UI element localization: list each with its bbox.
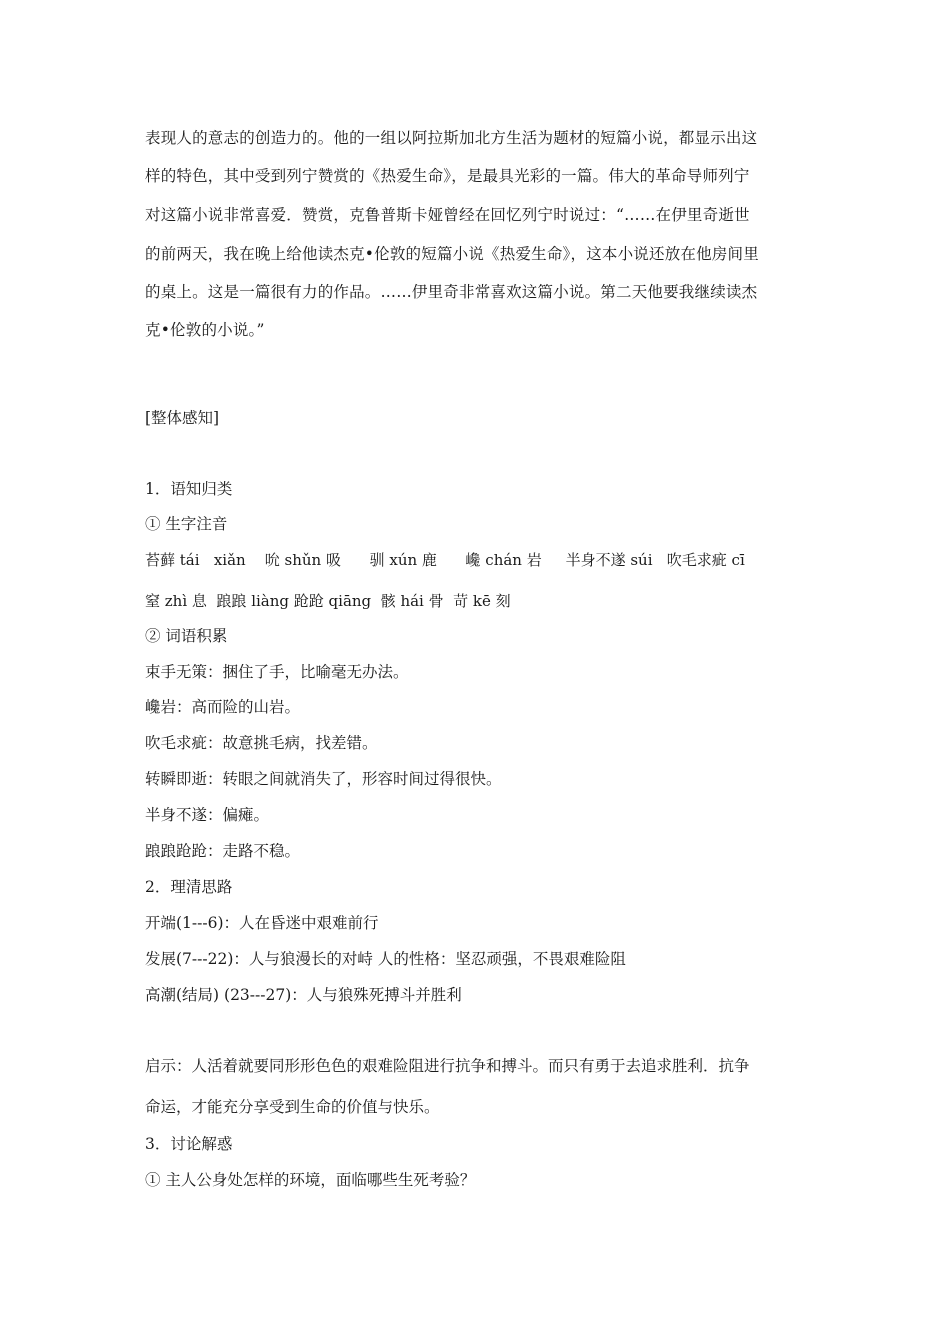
vocab-item: 转瞬即逝：转眼之间就消失了，形容时间过得很快。 — [145, 770, 502, 788]
intro-line: 克•伦敦的小说。” — [145, 321, 265, 339]
vocab-item: 束手无策：捆住了手，比喻毫无办法。 — [145, 663, 409, 681]
section-heading: [整体感知] — [145, 409, 220, 427]
item-3-title: 3．讨论解惑 — [145, 1135, 233, 1153]
item-1-title: 1．语知归类 — [145, 480, 233, 498]
sub-2-title: ② 词语积累 — [145, 627, 228, 645]
pinyin-line: 苔藓 tái xiǎn 吮 shǔn 吸 驯 xún 鹿 巉 chán 岩 半身不遂 súi 吹毛求疵 cī — [145, 551, 745, 569]
insight-line: 命运，才能充分享受到生命的价值与快乐。 — [145, 1098, 440, 1116]
vocab-item: 半身不遂：偏瘫。 — [145, 806, 270, 824]
vocab-item: 踉踉跄跄：走路不稳。 — [145, 842, 301, 860]
intro-line: 样的特色，其中受到列宁赞赏的《热爱生命》，是最具光彩的一篇。伟大的革命导师列宁 — [145, 167, 750, 185]
item-2-title: 2．理清思路 — [145, 878, 233, 896]
intro-line: 对这篇小说非常喜爱．赞赏，克鲁普斯卡娅曾经在回忆列宁时说过：“……在伊里奇逝世 — [145, 206, 750, 224]
question-1: ① 主人公身处怎样的环境，面临哪些生死考验？ — [145, 1171, 476, 1189]
outline-item: 发展(7---22)：人与狼漫长的对峙 人的性格：坚忍顽强，不畏艰难险阻 — [145, 950, 626, 968]
vocab-item: 吹毛求疵：故意挑毛病，找差错。 — [145, 734, 378, 752]
outline-item: 高潮(结局) (23---27)：人与狼殊死搏斗并胜利 — [145, 986, 462, 1004]
outline-item: 开端(1---6)：人在昏迷中艰难前行 — [145, 914, 379, 932]
sub-1-title: ① 生字注音 — [145, 515, 228, 533]
intro-line: 的桌上。这是一篇很有力的作品。……伊里奇非常喜欢这篇小说。第二天他要我继续读杰 — [145, 283, 758, 301]
intro-line: 表现人的意志的创造力的。他的一组以阿拉斯加北方生活为题材的短篇小说，都显示出这 — [145, 129, 758, 147]
pinyin-line: 窒 zhì 息 踉踉 liàng 跄跄 qiāng 骸 hái 骨 苛 kē 刻 — [145, 592, 511, 610]
insight-line: 启示：人活着就要同形形色色的艰难险阻进行抗争和搏斗。而只有勇于去追求胜利．抗争 — [145, 1057, 750, 1075]
vocab-item: 巉岩：高而险的山岩。 — [145, 698, 301, 716]
intro-line: 的前两天，我在晚上给他读杰克•伦敦的短篇小说《热爱生命》，这本小说还放在他房间里 — [145, 245, 759, 263]
